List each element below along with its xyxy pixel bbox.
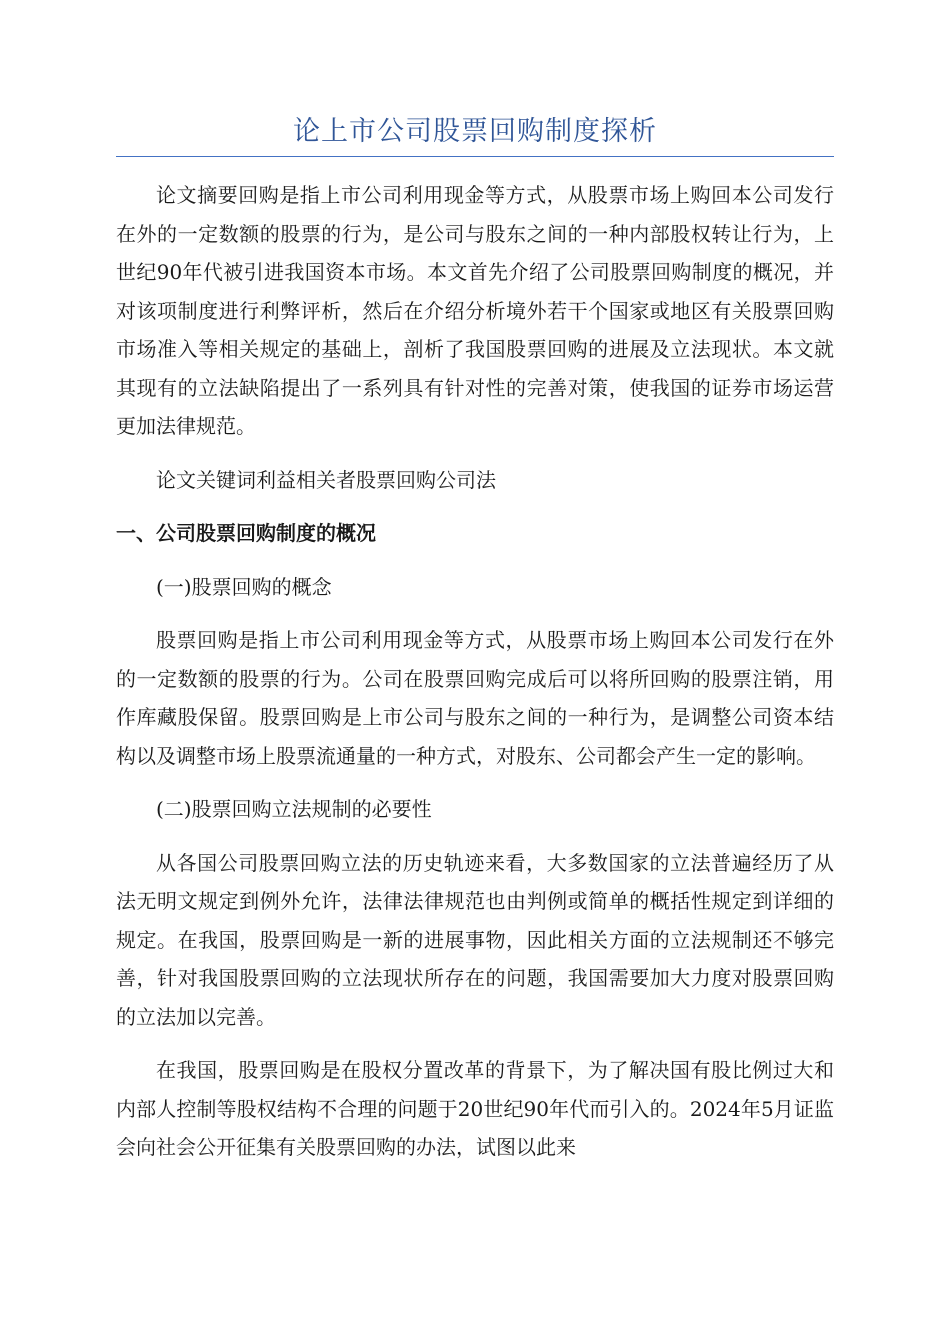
title-underline	[116, 156, 834, 157]
abstract-paragraph: 论文摘要回购是指上市公司利用现金等方式，从股票市场上购回本公司发行在外的一定数额的股票的行为，是公司与股东之间的一种内部股权转让行为，上世纪90年代被引进我国资本市场。本文首先介绍了公司股票回购制度的概况，并对该项制度进行利弊评析，然后在介绍分析境外若干个国家或地区有关股票回购市场准入等相关规定的基础上，剖析了我国股票回购的进展及立法现状。本文就其现有的立法缺陷提出了一系列具有针对性的完善对策，使我国的证券市场运营更加法律规范。	[116, 183, 834, 438]
subsection-2-paragraph-1: 从各国公司股票回购立法的历史轨迹来看，大多数国家的立法普遍经历了从法无明文规定到例外允许，法律法律规范也由判例或简单的概括性规定到详细的规定。在我国，股票回购是一新的进展事物，因此相关方面的立法规制还不够完善，针对我国股票回购的立法现状所存在的问题，我国需要加大力度对股票回购的立法加以完善。	[116, 850, 834, 1029]
section-heading-1: 一、公司股票回购制度的概况	[116, 521, 376, 545]
document-title: 论上市公司股票回购制度探析	[293, 116, 657, 147]
keywords-paragraph: 论文关键词利益相关者股票回购公司法	[156, 467, 496, 492]
subsection-2-paragraph-2: 在我国，股票回购是在股权分置改革的背景下，为了解决国有股比例过大和内部人控制等股权结构不合理的问题于20世纪90年代而引入的。2024年5月证监会向社会公开征集有关股票回购的办法，试图以此来	[116, 1058, 834, 1159]
subsection-1-paragraph: 股票回购是指上市公司利用现金等方式，从股票市场上购回本公司发行在外的一定数额的股票的行为。公司在股票回购完成后可以将所回购的股票注销，用作库藏股保留。股票回购是上市公司与股东之间的一种行为，是调整公司资本结构以及调整市场上股票流通量的一种方式，对股东、公司都会产生一定的影响。	[116, 628, 834, 768]
subsection-heading-2: (二)股票回购立法规制的必要性	[156, 797, 432, 821]
subsection-heading-1: (一)股票回购的概念	[156, 574, 332, 599]
document-body	[116, 176, 834, 1182]
